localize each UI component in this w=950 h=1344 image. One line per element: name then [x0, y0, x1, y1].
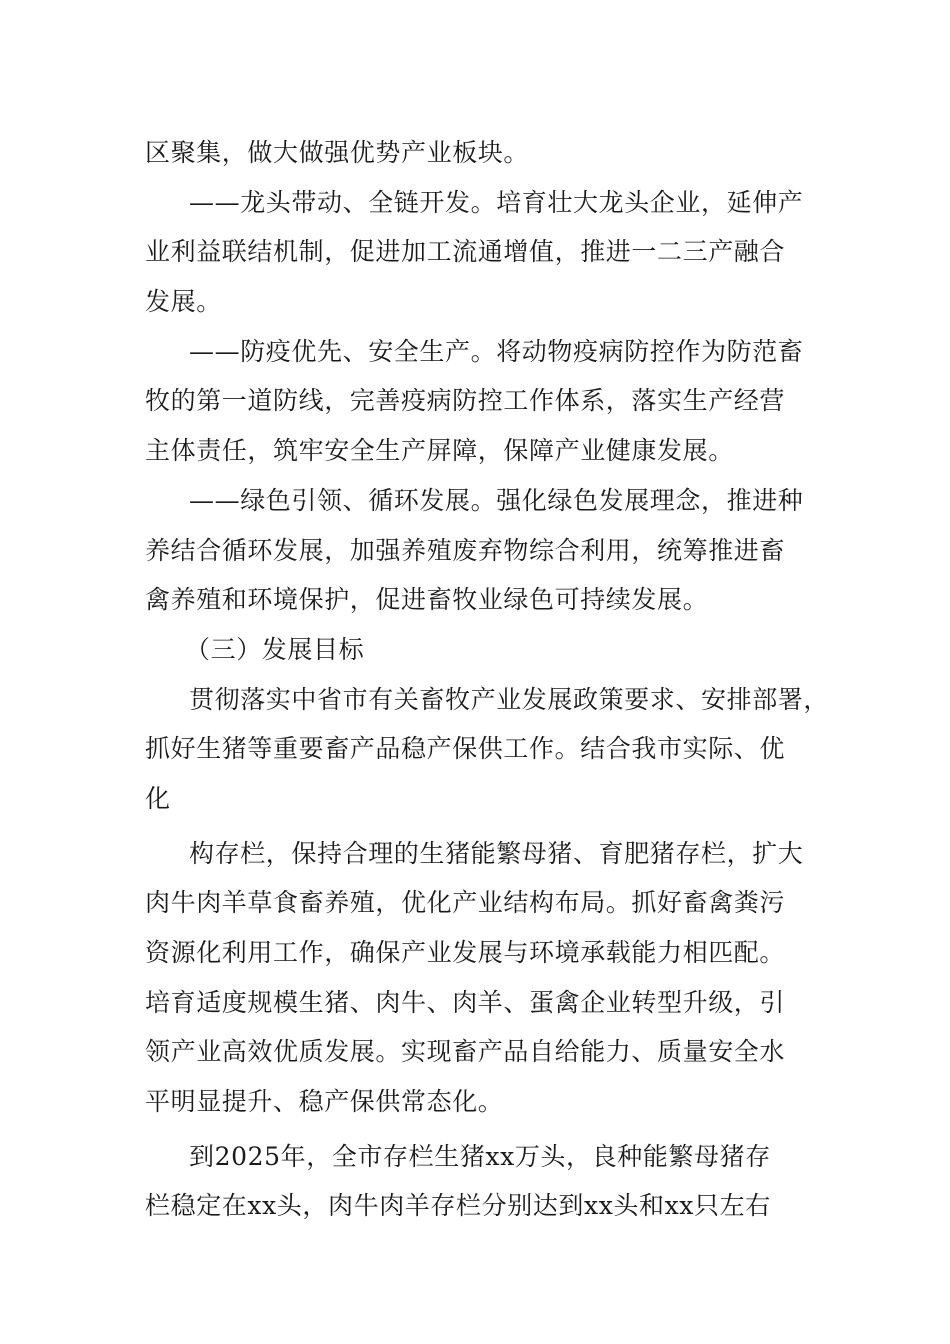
text-line: 主体责任，筑牢安全生产屏障，保障产业健康发展。 — [145, 436, 734, 466]
principle-line: ——绿色引领、循环发展。强化绿色发展理念，推进种 — [189, 485, 804, 515]
text-line: 业利益联结机制，促进加工流通增值，推进一二三产融合 — [145, 237, 786, 267]
text-line: 发展。 — [145, 287, 222, 317]
text-line: 资源化利用工作，确保产业发展与环境承载能力相匹配。 — [145, 938, 786, 967]
text-line: 养结合循环发展，加强养殖废弃物综合利用，统筹推进畜 — [145, 535, 786, 565]
principle-line: ——龙头带动、全链开发。培育壮大龙头企业，延伸产 — [189, 187, 804, 217]
text-line: 构存栏，保持合理的生猪能繁母猪、育肥猪存栏，扩大 — [189, 838, 804, 868]
text-line: 禽养殖和环境保护，促进畜牧业绿色可持续发展。 — [145, 585, 709, 615]
document-body — [145, 128, 835, 1231]
text-line: 平明显提升、稳产保供常态化。 — [145, 1087, 504, 1117]
principle-line: ——防疫优先、安全生产。将动物疫病防控作为防范畜 — [189, 336, 804, 366]
text-line: 培育适度规模生猪、肉牛、肉羊、蛋禽企业转型升级，引 — [145, 987, 786, 1017]
text-line: 化 — [145, 783, 171, 813]
target-line: 到2025年，全市存栏生猪xx万头，良种能繁母猪存 — [189, 1141, 771, 1171]
text-line: 抓好生猪等重要畜产品稳产保供工作。结合我市实际、优 — [145, 734, 786, 764]
section-heading: （三）发展目标 — [185, 634, 365, 664]
text-line: 牧的第一道防线，完善疫病防控工作体系，落实生产经营 — [145, 386, 786, 416]
text-line: 肉牛肉羊草食畜养殖，优化产业结构布局。抓好畜禽粪污 — [145, 888, 786, 918]
text-line: 领产业高效优质发展。实现畜产品自给能力、质量安全水 — [145, 1037, 786, 1067]
text-line: 贯彻落实中省市有关畜牧产业发展政策要求、安排部署， — [189, 684, 830, 714]
text-line: 栏稳定在xx头，肉牛肉羊存栏分别达到xx头和xx只左右 — [145, 1191, 771, 1221]
text-line: 区聚集，做大做强优势产业板块。 — [145, 138, 530, 167]
